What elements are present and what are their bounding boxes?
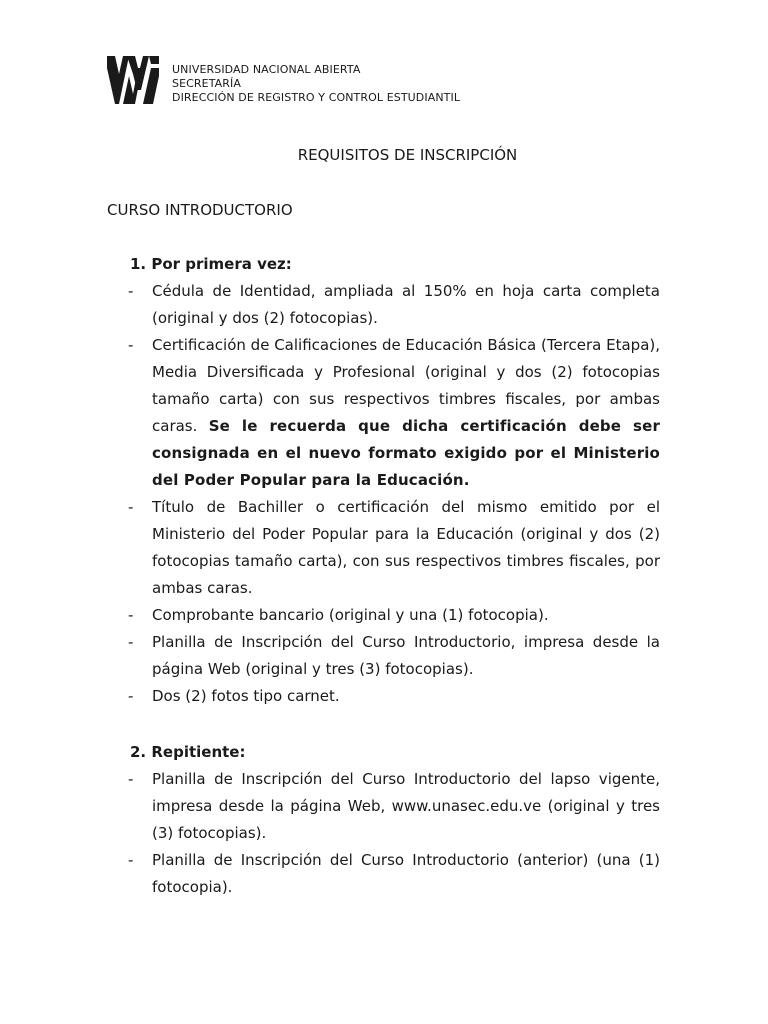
institution-name: UNIVERSIDAD NACIONAL ABIERTA bbox=[172, 63, 361, 76]
institution-header bbox=[172, 63, 460, 105]
list-dash: - bbox=[128, 606, 134, 624]
institution-department: SECRETARÍA bbox=[172, 77, 242, 90]
list-dash: - bbox=[128, 633, 134, 651]
list-dash: - bbox=[128, 687, 134, 705]
requirement-text: Planilla de Inscripción del Curso Introductorio, impresa desde la página Web (original y tres (3) fotocopias). bbox=[152, 633, 660, 678]
requirement-text: Cédula de Identidad, ampliada al 150% en hoja carta completa (original y dos (2) fotocopias). bbox=[152, 282, 660, 327]
requirement-text: Dos (2) fotos tipo carnet. bbox=[152, 687, 340, 705]
institution-division: DIRECCIÓN DE REGISTRO Y CONTROL ESTUDIANTIL bbox=[172, 91, 461, 104]
document-title: REQUISITOS DE INSCRIPCIÓN bbox=[297, 146, 518, 164]
list-item bbox=[107, 847, 660, 901]
requirement-note: Se le recuerda que dicha certificación debe ser consignada en el nuevo formato exigido por el Ministerio del Poder Popular para la Educación. bbox=[152, 417, 660, 489]
requirement-text: Planilla de Inscripción del Curso Introductorio del lapso vigente, impresa desde la página Web, www.unasec.edu.ve (original y tres (3) fotocopias). bbox=[152, 770, 660, 842]
list-dash: - bbox=[128, 282, 134, 300]
section-first-time bbox=[107, 251, 660, 710]
list-item bbox=[107, 683, 660, 710]
list-item bbox=[107, 766, 660, 847]
list-item bbox=[107, 278, 660, 332]
list-dash: - bbox=[128, 498, 134, 516]
list-dash: - bbox=[128, 770, 134, 788]
requirements-list bbox=[107, 766, 660, 901]
requirement-text: Certificación de Calificaciones de Educación Básica (Tercera Etapa), Media Diversificada y Profesional (original y dos (2) fotocopias tamaño carta) con sus respectivos timbres fiscales, por ambas caras. bbox=[152, 336, 661, 435]
section-heading: 2. Repitiente: bbox=[130, 743, 246, 761]
list-item bbox=[107, 494, 660, 602]
list-dash: - bbox=[128, 851, 134, 869]
section-repeating bbox=[107, 739, 660, 901]
una-logo-icon bbox=[105, 54, 161, 106]
requirement-text: Comprobante bancario (original y una (1) fotocopia). bbox=[152, 606, 549, 624]
requirement-text: Título de Bachiller o certificación del mismo emitido por el Ministerio del Poder Popular para la Educación (original y dos (2) fotocopias tamaño carta), con sus respectivos timbres fiscales, por ambas caras. bbox=[152, 498, 660, 597]
list-item bbox=[107, 602, 660, 629]
list-item bbox=[107, 332, 660, 494]
list-dash: - bbox=[128, 336, 134, 354]
list-item bbox=[107, 629, 660, 683]
course-title: CURSO INTRODUCTORIO bbox=[107, 201, 293, 219]
requirement-text: Planilla de Inscripción del Curso Introductorio (anterior) (una (1) fotocopia). bbox=[152, 851, 660, 896]
requirements-list bbox=[107, 278, 660, 710]
section-heading: 1. Por primera vez: bbox=[130, 255, 292, 273]
